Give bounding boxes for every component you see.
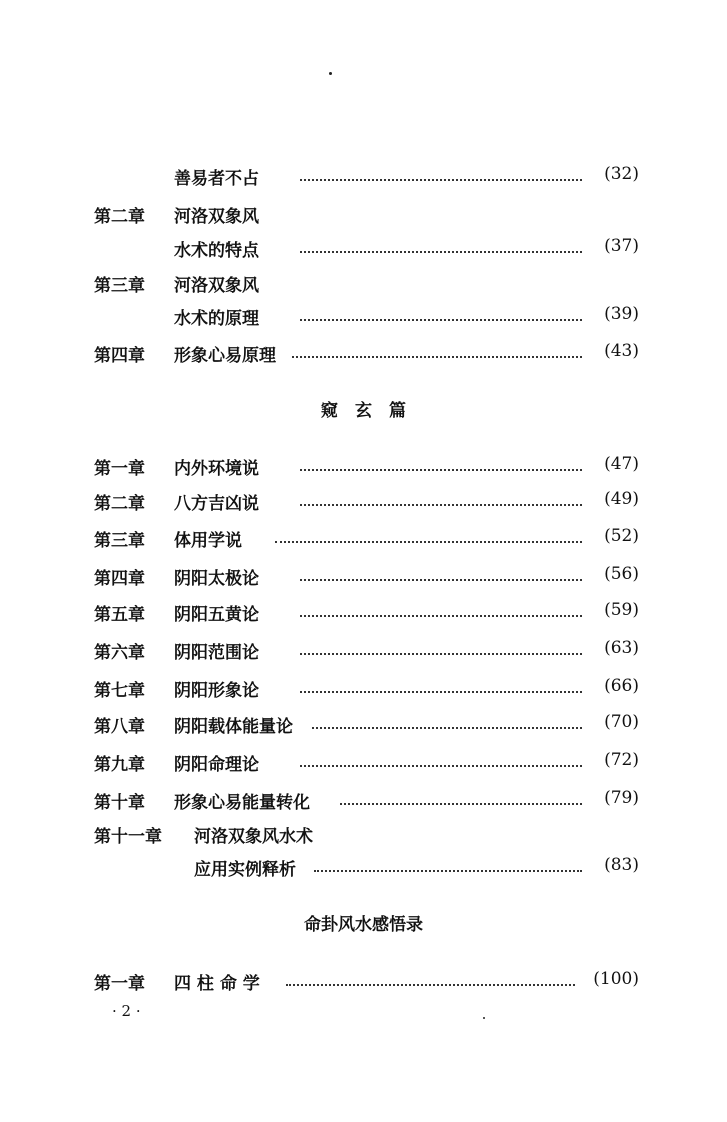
toc-page: (32) [604, 164, 639, 184]
toc-page: (63) [604, 638, 639, 658]
toc-page: (39) [604, 304, 639, 324]
toc-page: (43) [604, 341, 639, 361]
leader-dots [314, 870, 582, 872]
leader-dots [300, 179, 582, 181]
leader-dots [300, 579, 582, 581]
leader-dots [286, 984, 575, 986]
toc-title: 应用实例释析 [194, 860, 296, 880]
leader-dots [300, 691, 582, 693]
toc-chapter: 第一章 [94, 459, 145, 479]
toc-page: (100) [593, 969, 639, 989]
toc-title: 形象心易原理 [174, 346, 276, 366]
toc-title: 阴阳太极论 [174, 569, 259, 589]
toc-entry[interactable] [0, 450, 727, 482]
toc-page: (70) [604, 712, 639, 732]
toc-title: 阴阳命理论 [174, 755, 259, 775]
toc-title: 水术的特点 [174, 241, 259, 261]
toc-entry[interactable] [0, 965, 727, 997]
toc-title: 善易者不占 [174, 169, 259, 189]
toc-entry[interactable] [0, 672, 727, 704]
toc-chapter: 第八章 [94, 717, 145, 737]
toc-entry[interactable] [0, 596, 727, 628]
toc-title: 河洛双象风水术 [194, 827, 313, 847]
toc-page: (72) [604, 750, 639, 770]
page-number: · 2 · [112, 1002, 141, 1020]
leader-dots [300, 319, 582, 321]
toc-entry[interactable] [0, 485, 727, 517]
section-heading-kui-xuan: 窥 玄 篇 [321, 401, 406, 421]
leader-dots [300, 765, 582, 767]
toc-page: (59) [604, 600, 639, 620]
toc-page: (37) [604, 236, 639, 256]
toc-page: (49) [604, 489, 639, 509]
toc-chapter: 第九章 [94, 755, 145, 775]
speck-mark [483, 1017, 485, 1019]
toc-entry[interactable] [0, 784, 727, 816]
leader-dots [300, 653, 582, 655]
toc-entry[interactable] [0, 232, 727, 264]
section-heading-ming-gua: 命卦风水感悟录 [304, 915, 423, 935]
leader-dots [300, 504, 582, 506]
toc-page: (56) [604, 564, 639, 584]
toc-title: 水术的原理 [174, 309, 259, 329]
toc-title: 四 柱 命 学 [174, 974, 260, 994]
toc-page: (52) [604, 526, 639, 546]
toc-chapter: 第十章 [94, 793, 145, 813]
toc-chapter: 第四章 [94, 346, 145, 366]
toc-chapter: 第三章 [94, 531, 145, 551]
toc-title: 阴阳范围论 [174, 643, 259, 663]
toc-page: (66) [604, 676, 639, 696]
toc-entry[interactable] [0, 851, 727, 883]
toc-title: 河洛双象风 [174, 276, 259, 296]
toc-entry[interactable] [0, 198, 727, 230]
toc-entry[interactable] [0, 634, 727, 666]
toc-chapter: 第十一章 [94, 827, 162, 847]
toc-entry[interactable] [0, 560, 727, 592]
toc-title: 内外环境说 [174, 459, 259, 479]
toc-title: 阴阳载体能量论 [174, 717, 293, 737]
toc-page: (79) [604, 788, 639, 808]
toc-entry[interactable] [0, 818, 727, 850]
leader-dots [300, 251, 582, 253]
leader-dots [292, 356, 582, 358]
toc-entry[interactable] [0, 337, 727, 369]
toc-entry[interactable] [0, 267, 727, 299]
toc-title: 八方吉凶说 [174, 494, 259, 514]
toc-page: (83) [604, 855, 639, 875]
leader-dots [300, 469, 582, 471]
toc-chapter: 第二章 [94, 207, 145, 227]
toc-chapter: 第一章 [94, 974, 145, 994]
toc-entry[interactable] [0, 160, 727, 192]
toc-entry[interactable] [0, 522, 727, 554]
toc-chapter: 第六章 [94, 643, 145, 663]
toc-entry[interactable] [0, 300, 727, 332]
toc-title: 河洛双象风 [174, 207, 259, 227]
leader-dots [275, 541, 582, 543]
toc-page: (47) [604, 454, 639, 474]
toc-chapter: 第四章 [94, 569, 145, 589]
toc-entry[interactable] [0, 708, 727, 740]
toc-chapter: 第五章 [94, 605, 145, 625]
toc-chapter: 第三章 [94, 276, 145, 296]
speck-mark [329, 72, 332, 75]
toc-entry[interactable] [0, 746, 727, 778]
toc-title: 形象心易能量转化 [174, 793, 310, 813]
toc-chapter: 第七章 [94, 681, 145, 701]
leader-dots [312, 727, 582, 729]
toc-title: 阴阳五黄论 [174, 605, 259, 625]
toc-title: 体用学说 [174, 531, 242, 551]
toc-title: 阴阳形象论 [174, 681, 259, 701]
leader-dots [300, 615, 582, 617]
toc-chapter: 第二章 [94, 494, 145, 514]
leader-dots [340, 803, 582, 805]
